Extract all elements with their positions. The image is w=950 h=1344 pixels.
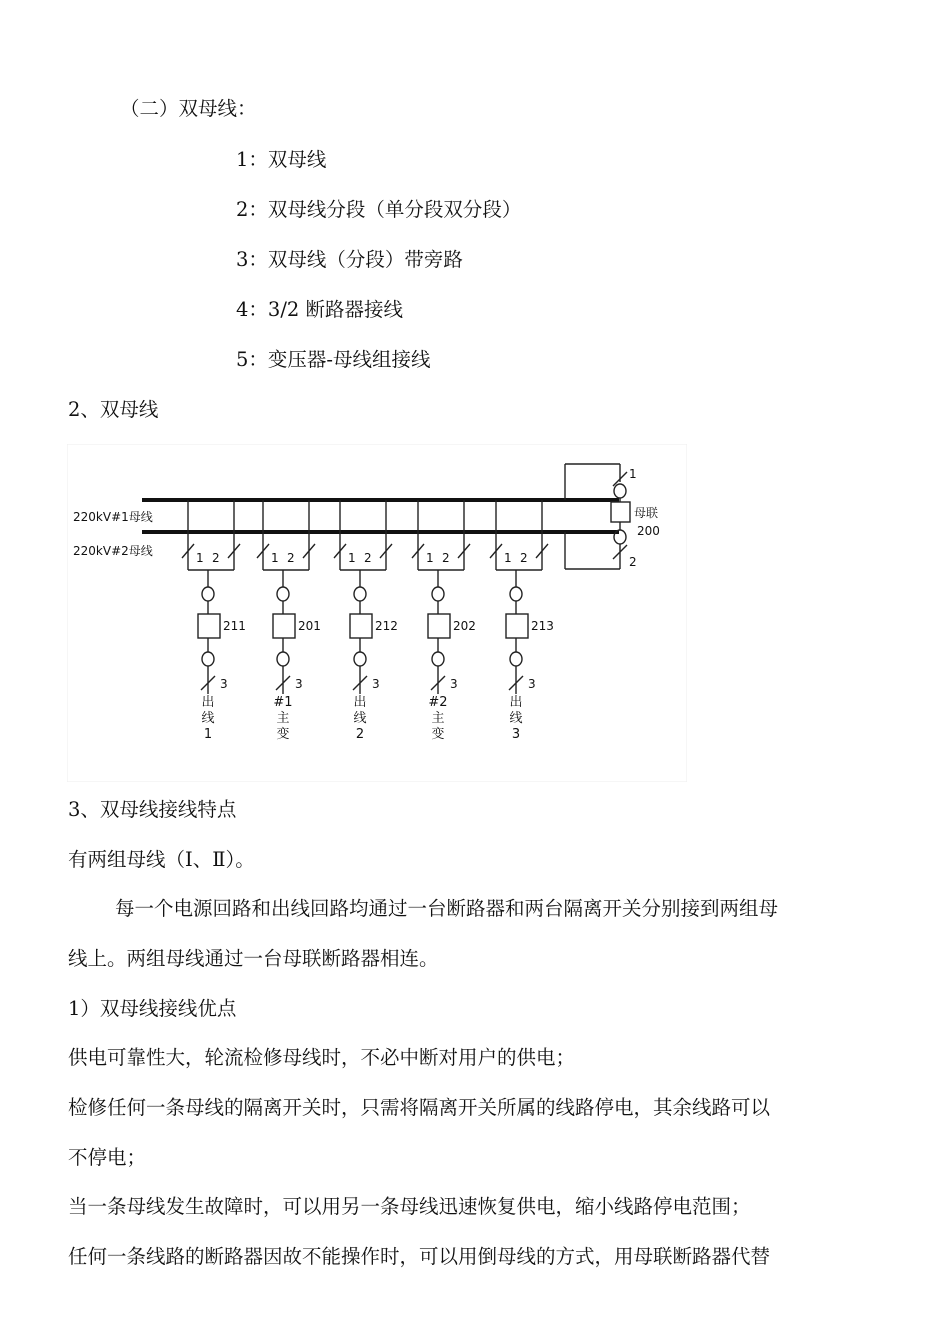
switch-label-1: 1 (426, 551, 434, 565)
outline-item-4: 4：3/2 断路器接线 (236, 298, 403, 321)
breaker-number: 211 (223, 619, 246, 633)
switch-label-2: 2 (212, 551, 220, 565)
feeder-label: 主 (276, 711, 290, 726)
outline-item-3: 3：双母线（分段）带旁路 (236, 248, 463, 271)
advantage-1: 供电可靠性大，轮流检修母线时，不必中断对用户的供电； (68, 1046, 576, 1069)
coupler-number: 200 (637, 524, 660, 538)
heading-advantages: 1）双母线接线优点 (68, 997, 237, 1020)
switch-label-3: 3 (372, 677, 380, 691)
switch-label-3: 3 (450, 677, 458, 691)
breaker-number: 201 (298, 619, 321, 633)
feeder-label: 出 (509, 695, 523, 710)
paragraph-two-buses: 有两组母线（Ⅰ、Ⅱ）。 (68, 848, 255, 871)
bus-1-label: 220kV#1母线 (73, 510, 153, 524)
section-title: （二）双母线： (120, 97, 257, 120)
heading-characteristics: 3、双母线接线特点 (68, 798, 237, 821)
switch-label-2: 2 (442, 551, 450, 565)
paragraph-circuits-line-1: 每一个电源回路和出线回路均通过一台断路器和两台隔离开关分别接到两组母 (115, 897, 779, 920)
outline-item-2: 2：双母线分段（单分段双分段） (236, 198, 522, 221)
outline-item-5: 5：变压器-母线组接线 (236, 348, 431, 371)
feeder-label: 线 (201, 711, 215, 726)
feeder-label: 2 (355, 727, 365, 742)
feeder-label: 3 (511, 727, 521, 742)
switch-label-3: 3 (528, 677, 536, 691)
advantage-3: 当一条母线发生故障时，可以用另一条母线迅速恢复供电，缩小线路停电范围； (68, 1195, 751, 1218)
switch-label-1: 1 (196, 551, 204, 565)
paragraph-circuits-line-2: 线上。两组母线通过一台母联断路器相连。 (68, 947, 439, 970)
feeder-label: #1 (273, 695, 293, 710)
bus-2-label: 220kV#2母线 (73, 544, 153, 558)
coupler-switch-top-label: 1 (629, 467, 637, 481)
outline-item-1: 1：双母线 (236, 148, 327, 171)
coupler-label: 母联 (634, 506, 659, 520)
switch-label-1: 1 (504, 551, 512, 565)
switch-label-2: 2 (287, 551, 295, 565)
feeder-label: 线 (509, 711, 523, 726)
breaker-number: 202 (453, 619, 476, 633)
feeder-label: 出 (201, 695, 215, 710)
switch-label-1: 1 (348, 551, 356, 565)
switch-label-2: 2 (364, 551, 372, 565)
feeder-label: 出 (353, 695, 367, 710)
feeder-label: #2 (428, 695, 448, 710)
feeder-label: 1 (203, 727, 213, 742)
coupler-switch-bottom-label: 2 (629, 555, 637, 569)
heading-double-bus: 2、双母线 (68, 398, 159, 421)
feeder-label: 变 (276, 727, 290, 742)
advantage-2-line-1: 检修任何一条母线的隔离开关时，只需将隔离开关所属的线路停电，其余线路可以 (68, 1096, 771, 1119)
double-bus-wiring-diagram (67, 444, 687, 782)
advantage-4: 任何一条线路的断路器因故不能操作时，可以用倒母线的方式，用母联断路器代替 (68, 1245, 771, 1268)
switch-label-1: 1 (271, 551, 279, 565)
diagram-frame (67, 444, 687, 782)
switch-label-2: 2 (520, 551, 528, 565)
feeder-label: 线 (353, 711, 367, 726)
switch-label-3: 3 (220, 677, 228, 691)
diagram-svg (67, 444, 687, 782)
advantage-2-line-2: 不停电； (68, 1146, 147, 1169)
breaker-number: 213 (531, 619, 554, 633)
feeder-label: 主 (431, 711, 445, 726)
breaker-number: 212 (375, 619, 398, 633)
feeder-label: 变 (431, 727, 445, 742)
switch-label-3: 3 (295, 677, 303, 691)
